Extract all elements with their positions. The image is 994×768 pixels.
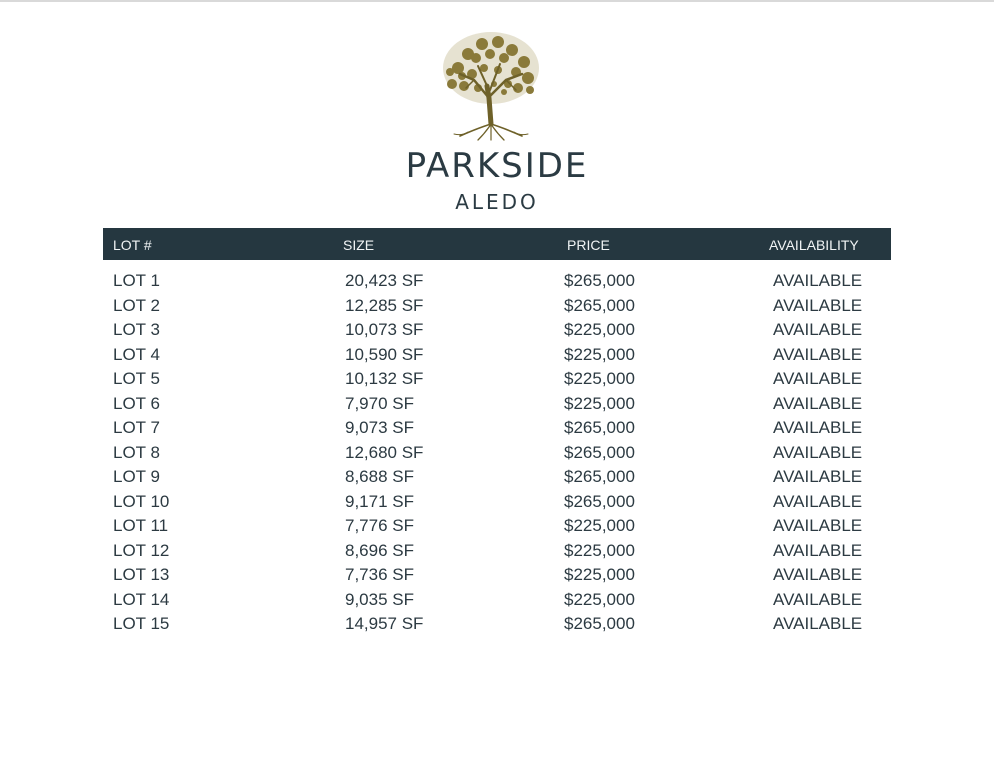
lot-cell: LOT 2 <box>113 295 160 315</box>
availability-cell: AVAILABLE <box>773 467 863 486</box>
price-cell: $265,000 <box>564 467 635 486</box>
lot-cell: LOT 8 <box>113 442 160 462</box>
availability-cell: AVAILABLE <box>773 589 863 609</box>
size-cell: 14,957 SF <box>345 614 424 633</box>
table-row <box>103 343 891 368</box>
size-cell: 10,590 SF <box>345 344 424 364</box>
top-divider <box>0 0 994 2</box>
price-cell: $225,000 <box>564 320 635 339</box>
size-cell: 9,171 SF <box>345 491 414 511</box>
lot-cell: LOT 12 <box>113 540 170 560</box>
header-size: SIZE <box>343 237 375 253</box>
table-row <box>103 539 891 564</box>
table-row <box>103 514 891 539</box>
price-cell: $265,000 <box>564 442 635 462</box>
availability-cell: AVAILABLE <box>773 369 863 388</box>
table-row <box>103 269 891 294</box>
availability-cell: AVAILABLE <box>773 442 863 462</box>
size-cell: 12,285 SF <box>345 295 424 315</box>
size-cell: 8,696 SF <box>345 540 414 560</box>
availability-cell: AVAILABLE <box>773 565 863 584</box>
size-cell: 7,970 SF <box>345 393 414 413</box>
price-cell: $265,000 <box>564 491 635 511</box>
table-row <box>103 318 891 343</box>
lot-cell: LOT 1 <box>113 271 160 290</box>
size-cell: 9,035 SF <box>345 589 414 609</box>
availability-cell: AVAILABLE <box>773 540 863 560</box>
size-cell: 10,132 SF <box>345 369 424 388</box>
lot-cell: LOT 15 <box>113 614 170 633</box>
price-cell: $225,000 <box>564 516 635 535</box>
size-cell: 20,423 SF <box>345 271 424 290</box>
availability-cell: AVAILABLE <box>773 320 863 339</box>
availability-cell: AVAILABLE <box>773 516 863 535</box>
table-row <box>103 563 891 588</box>
header-availability: AVAILABILITY <box>769 237 859 253</box>
brand-name: PARKSIDE <box>405 146 589 186</box>
table-row <box>103 612 891 637</box>
lot-cell: LOT 11 <box>113 516 169 535</box>
lot-cell: LOT 13 <box>113 565 170 584</box>
availability-cell: AVAILABLE <box>773 418 863 437</box>
price-cell: $225,000 <box>564 540 635 560</box>
lot-cell: LOT 4 <box>113 344 160 364</box>
lot-cell: LOT 7 <box>113 418 160 437</box>
size-cell: 12,680 SF <box>345 442 424 462</box>
price-cell: $225,000 <box>564 589 635 609</box>
table-row <box>103 465 891 490</box>
table-row <box>103 490 891 515</box>
lot-cell: LOT 3 <box>113 320 160 339</box>
oak-tree-icon <box>438 28 544 144</box>
header-price: PRICE <box>567 237 610 253</box>
size-cell: 7,736 SF <box>345 565 414 584</box>
price-cell: $225,000 <box>564 344 635 364</box>
availability-cell: AVAILABLE <box>773 491 863 511</box>
lot-table-body <box>103 269 891 637</box>
table-row <box>103 294 891 319</box>
availability-cell: AVAILABLE <box>773 271 863 290</box>
availability-cell: AVAILABLE <box>773 393 863 413</box>
size-cell: 8,688 SF <box>345 467 414 486</box>
lot-cell: LOT 9 <box>113 467 160 486</box>
price-cell: $225,000 <box>564 369 635 388</box>
size-cell: 9,073 SF <box>345 418 414 437</box>
price-cell: $265,000 <box>564 295 635 315</box>
table-row <box>103 367 891 392</box>
price-cell: $265,000 <box>564 614 635 633</box>
price-cell: $225,000 <box>564 393 635 413</box>
availability-cell: AVAILABLE <box>773 614 863 633</box>
lot-cell: LOT 6 <box>113 393 160 413</box>
price-cell: $265,000 <box>564 418 635 437</box>
price-cell: $265,000 <box>564 271 635 290</box>
brand-location: ALEDO <box>455 190 539 214</box>
lot-cell: LOT 10 <box>113 491 170 511</box>
availability-cell: AVAILABLE <box>773 344 863 364</box>
table-row <box>103 441 891 466</box>
table-header <box>103 228 891 260</box>
lot-cell: LOT 5 <box>113 369 160 388</box>
table-row <box>103 392 891 417</box>
table-row <box>103 416 891 441</box>
price-cell: $225,000 <box>564 565 635 584</box>
availability-cell: AVAILABLE <box>773 295 863 315</box>
table-row <box>103 588 891 613</box>
size-cell: 7,776 SF <box>345 516 414 535</box>
size-cell: 10,073 SF <box>345 320 424 339</box>
lot-cell: LOT 14 <box>113 589 170 609</box>
header-lot: LOT # <box>113 237 152 253</box>
